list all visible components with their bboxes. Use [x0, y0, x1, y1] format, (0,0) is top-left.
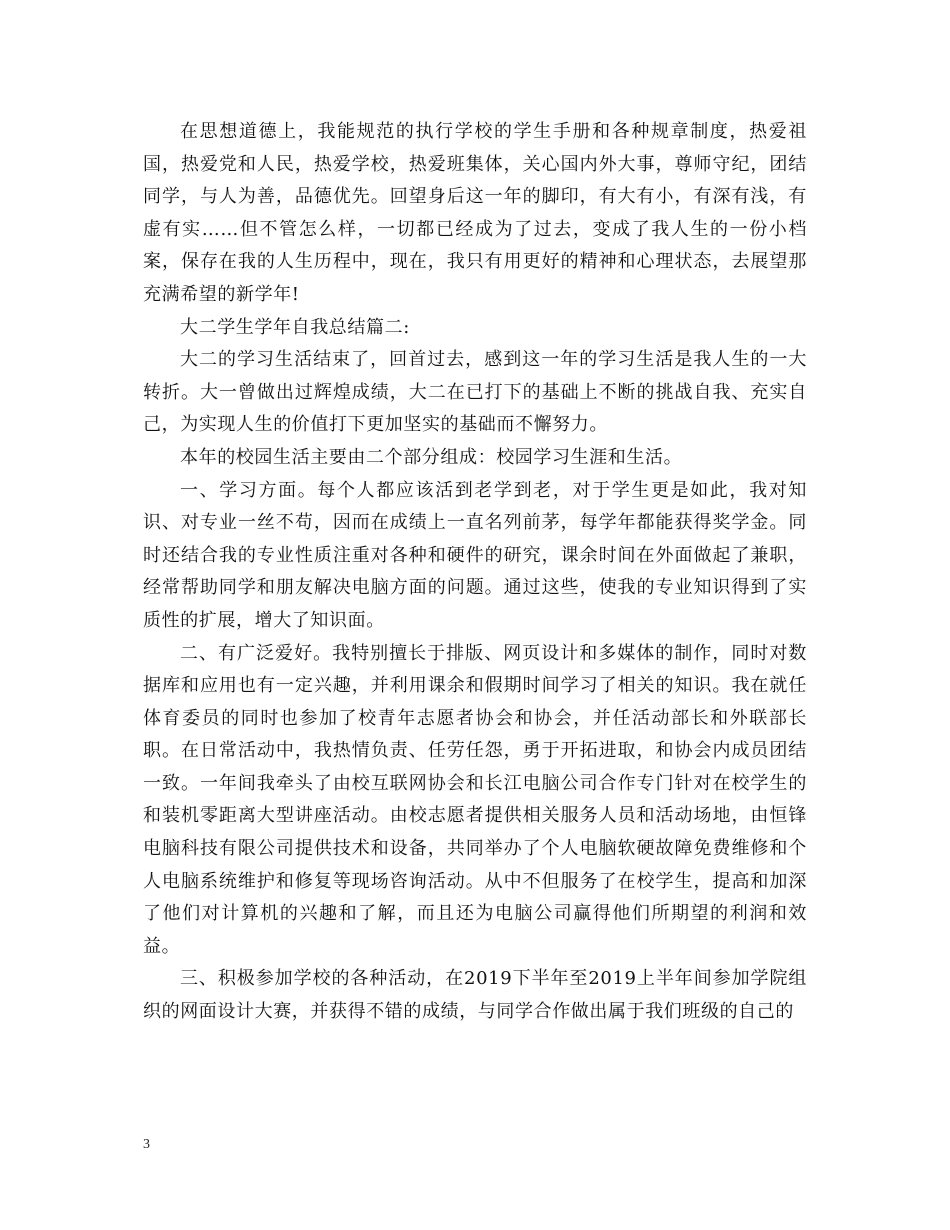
paragraph-activities: 三、积极参加学校的各种活动，在2019下半年至2019上半年间参加学院组织的网面设计大赛，并获得不错的成绩，与同学合作做出属于我们班级的自己的 [143, 968, 807, 1023]
paragraph-campus-life: 本年的校园生活主要由二个部分组成：校园学习生涯和生活。 [180, 446, 683, 468]
paragraph-hobbies: 二、有广泛爱好。我特别擅长于排版、网页设计和多媒体的制作，同时对数据库和应用也有一定兴趣，并利用课余和假期时间学习了相关的知识。我在就任体育委员的同时也参加了校青年志愿者协会和协会，并任活动部长和外联部长职。在日常活动中，我热情负责、任劳任怨，勇于开拓进取，和协会内成员团结一致。一年间我牵头了由校互联网协会和长江电脑公司合作专门针对在校学生的和装机零距离大型讲座活动。由校志愿者提供相关服务人员和活动场地，由恒锋电脑科技有限公司提供技术和设备，共同举办了个人电脑软硬故障免费维修和个人电脑系统维护和修复等现场咨询活动。从中不但服务了在校学生，提高和加深了他们对计算机的兴趣和了解，而且还为电脑公司赢得他们所期望的利润和效益。 [143, 642, 807, 957]
page-number: 3 [143, 1137, 150, 1152]
paragraph-moral-conduct: 在思想道德上，我能规范的执行学校的学生手册和各种规章制度，热爱祖国，热爱党和人民，热爱学校，热爱班集体，关心国内外大事，尊师守纪，团结同学，与人为善，品德优先。回望身后这一年的脚印，有大有小，有深有浅，有虚有实……但不管怎么样，一切都已经成为了过去，变成了我人生的一份小档案，保存在我的人生历程中，现在，我只有用更好的精神和心理状态，去展望那充满希望的新学年! [143, 121, 807, 305]
section-heading-part-two: 大二学生学年自我总结篇二: [180, 316, 410, 338]
paragraph-intro-sophomore: 大二的学习生活结束了，回首过去，感到这一年的学习生活是我人生的一大转折。大一曾做出过辉煌成绩，大二在已打下的基础上不断的挑战自我、充实自己，为实现人生的价值打下更加坚实的基础而不懈努力。 [143, 349, 807, 436]
paragraph-study: 一、学习方面。每个人都应该活到老学到老，对于学生更是如此，我对知识、对专业一丝不苟，因而在成绩上一直名列前茅，每学年都能获得奖学金。同时还结合我的专业性质注重对各种和硬件的研究，课余时间在外面做起了兼职，经常帮助同学和朋友解决电脑方面的问题。通过这些，使我的专业知识得到了实质性的扩展，增大了知识面。 [143, 479, 807, 631]
document-body [143, 116, 807, 1029]
